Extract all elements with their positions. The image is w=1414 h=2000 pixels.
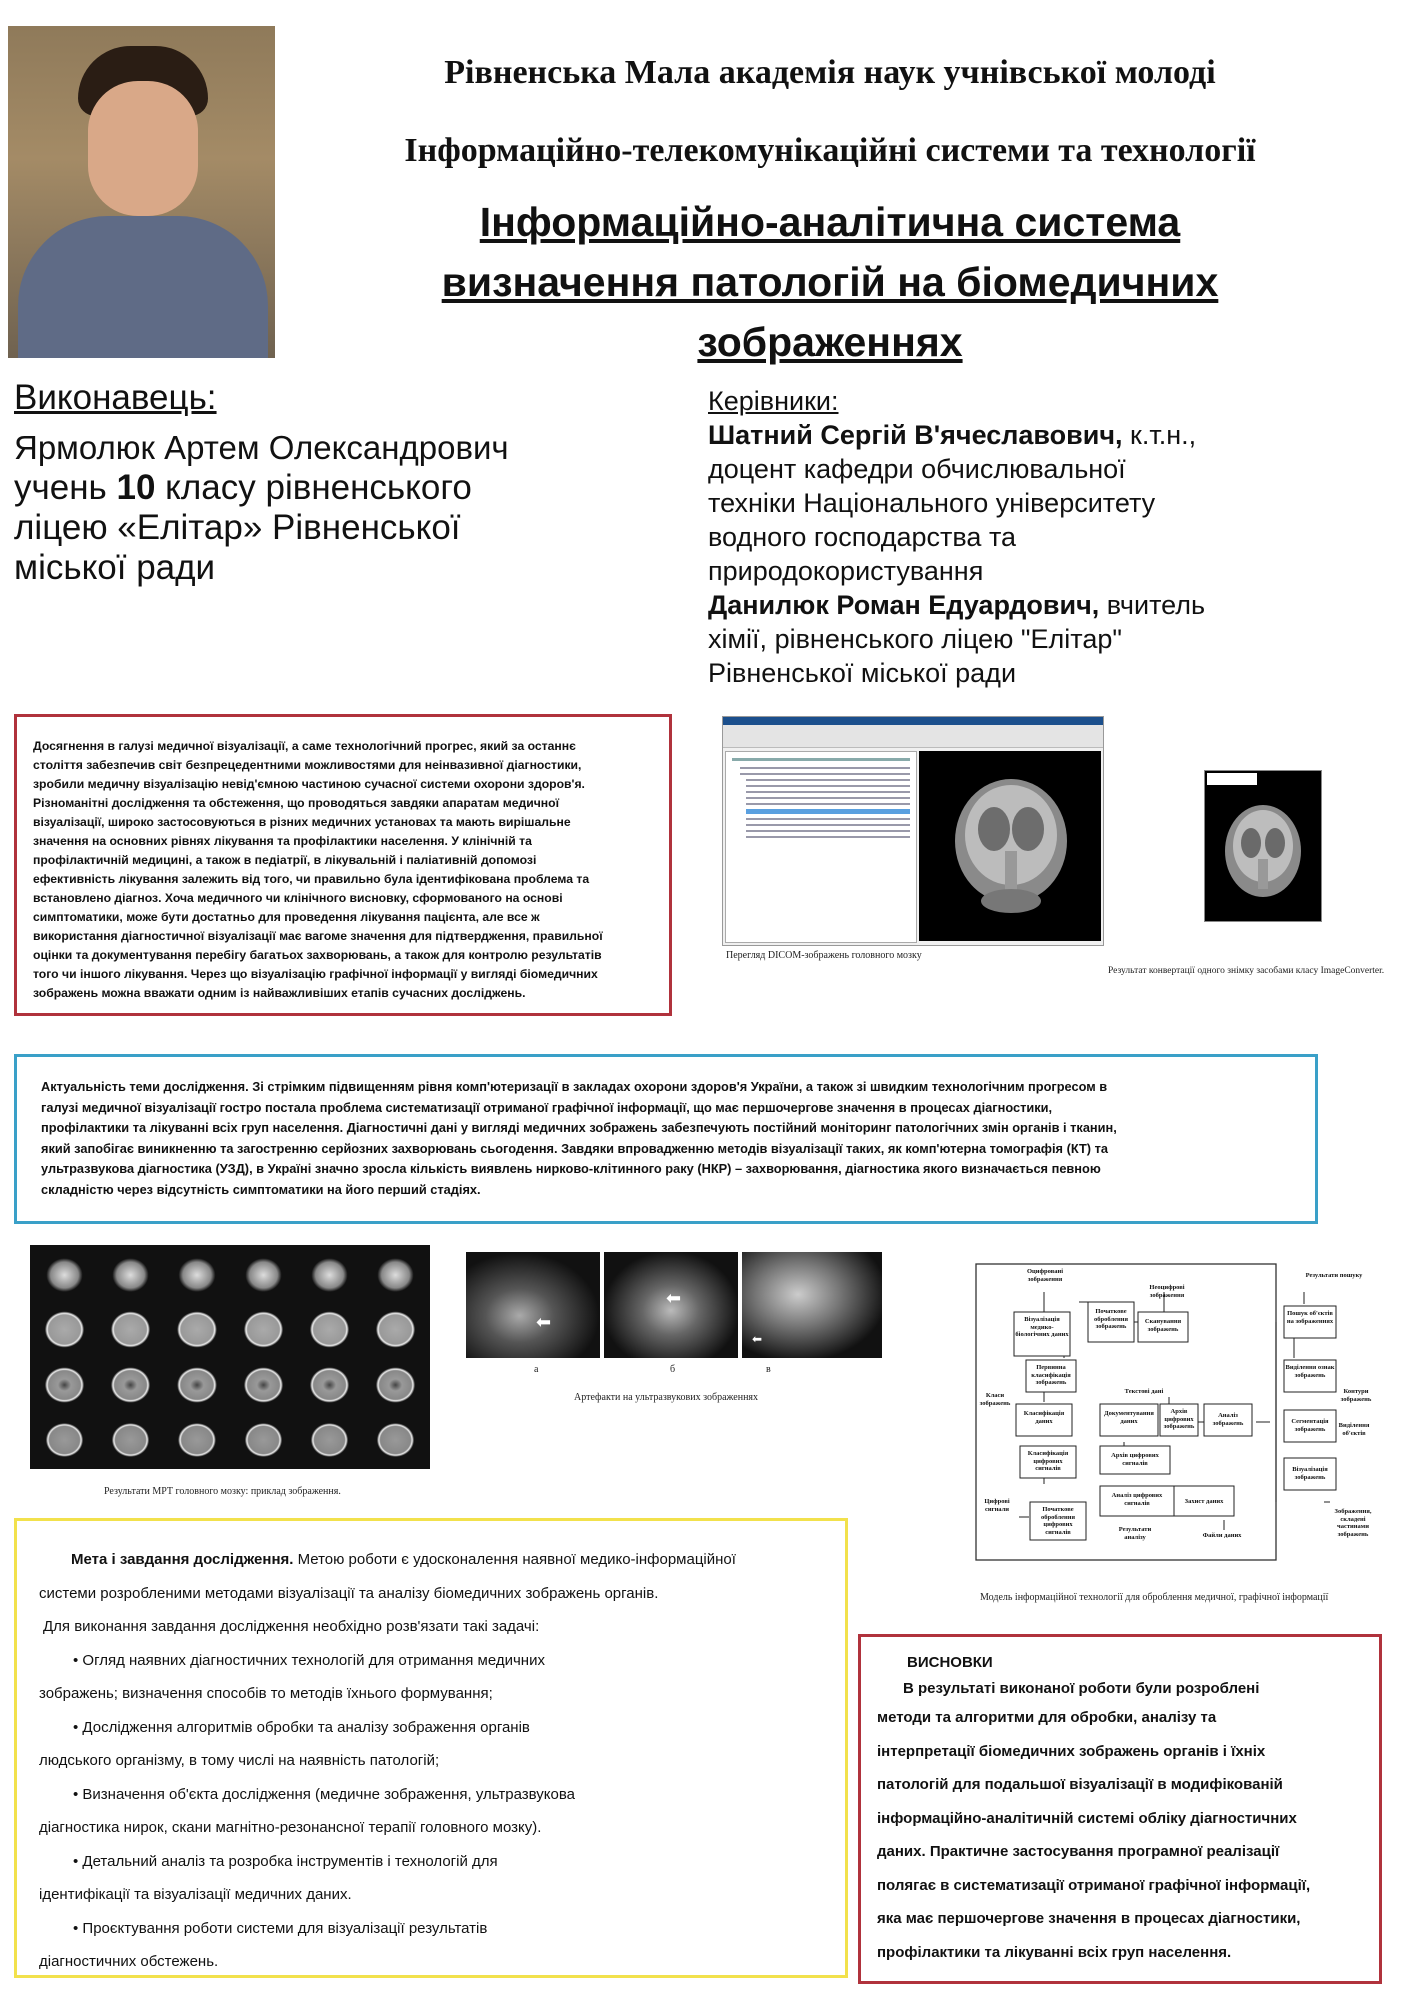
author-name: Ярмолюк Артем Олександрович: [14, 429, 509, 466]
diagram-node: Сегментація зображень: [1291, 1418, 1329, 1433]
conclusions-line: яка має першочергове значення в процесах діагностики,: [877, 1910, 1301, 1927]
supervisor-1-line2: доцент кафедри обчислювальної: [708, 454, 1126, 484]
diagram-node: Сканування зображень: [1144, 1318, 1182, 1333]
mri-slice: [165, 1414, 228, 1466]
diagram-node: Захист даних: [1184, 1498, 1224, 1505]
diagram-node: Архів цифрових зображень: [1163, 1408, 1195, 1430]
diagram-node: Класифікація даних: [1023, 1410, 1065, 1425]
goals-lead: Мета і завдання дослідження. Метою роботи є удосконалення наявної медико-інформаційної: [71, 1551, 736, 1568]
actuality-line: Актуальність теми дослідження. Зі стрімким підвищенням рівня комп'ютеризації в закладах охорони здоров'я України, а також зі швидким технологічним прогресом в: [41, 1079, 1108, 1094]
intro-line: століття забезпечив світ безпрецедентними можливостями для неінвазивної діагностики,: [33, 758, 582, 772]
supervisor-2-line2: хімії, рівненського ліцею "Елітар": [708, 624, 1122, 654]
intro-line: використання діагностичної візуалізації має вагоме значення для підтвердження, правильної: [33, 929, 603, 943]
goals-lead-2: системи розробленими методами візуалізації та аналізу біомедичних зображень органів.: [39, 1584, 659, 1602]
conclusions-line: профілактики та лікуванні всіх груп населення.: [877, 1943, 1232, 1961]
diagram-node: Візуалізація зображень: [1292, 1466, 1328, 1481]
goals-box: [14, 1518, 848, 1978]
diagram-node: Класифікація цифрових сигналів: [1027, 1450, 1069, 1472]
academy-title: Рівненська Мала академія наук учнівської молоді: [444, 54, 1216, 91]
conclusions-box: [858, 1634, 1382, 1984]
mri-slice: [232, 1359, 295, 1411]
intro-box: [14, 714, 672, 1016]
page-title-line1: Інформаційно-аналітична система: [479, 199, 1181, 245]
diagram-node: Виділення об'єктів: [1338, 1422, 1370, 1437]
conclusions-text: [877, 1677, 1379, 1969]
mri-slice: [99, 1414, 162, 1466]
intro-line: симптоматики, може бути достатньо для проведення лікування пацієнта, але все ж: [33, 910, 540, 924]
mri-slice: [298, 1303, 361, 1355]
mri-slice: [232, 1303, 295, 1355]
actuality-line: складністю через відсутність симптоматики на його перший стадіях.: [41, 1181, 481, 1197]
arrow-icon: ⬅: [752, 1332, 763, 1346]
supervisors-heading: Керівники:: [708, 386, 839, 416]
mri-slice: [33, 1359, 96, 1411]
viewer-image-pane: [919, 751, 1101, 941]
convert-caption: Результат конвертації одного знімку засобами класу ImageConverter.: [1108, 966, 1385, 976]
mri-slice: [298, 1359, 361, 1411]
diagram-node: Візуалізація медико-біологічних даних: [1015, 1316, 1069, 1338]
mri-slice: [33, 1303, 96, 1355]
conclusions-line: інтерпретації біомедичних зображень органів і їхніх: [877, 1742, 1266, 1760]
page-title: [380, 192, 1280, 372]
conclusions-line: інформаційно-аналітичній системі обліку діагностичних: [877, 1809, 1297, 1827]
diagram-node: Контури зображень: [1340, 1388, 1372, 1403]
page-title-line3: зображеннях: [697, 319, 963, 365]
supervisor-1: Шатний Сергій В'ячеславович, к.т.н.,: [708, 420, 1197, 450]
intro-text: [33, 737, 669, 1003]
intro-line: того чи іншого лікування. Через що візуалізацію графічної інформації у вигляді біомедичних: [33, 967, 598, 981]
mri-slice: [364, 1359, 427, 1411]
author-photo: [8, 26, 275, 358]
intro-line: зображень можна вважати одним із найважливіших етапів сучасних досліджень.: [33, 986, 526, 1000]
conclusions-line: В результаті виконаної роботи були розроблені: [903, 1680, 1260, 1697]
supervisor-1-line3: техніки Національного університету: [708, 488, 1156, 518]
intro-line: значення на основних рівнях лікування та профілактики населення. У клінічній та: [33, 834, 532, 848]
diagram-node: Початкове оброблення цифрових сигналів: [1041, 1506, 1075, 1536]
intro-line: візуалізації, широко застосовуються в різних медичних установах та мають вирішальне: [33, 815, 571, 829]
mri-grid: [30, 1245, 430, 1469]
supervisors-block: [708, 384, 1388, 690]
conclusions-title: ВИСНОВКИ: [907, 1654, 993, 1671]
conclusions-line: патологій для подальшої візуалізації в модифікованій: [877, 1776, 1283, 1793]
intro-line: ефективність лікування залежить від того, чи правильно була ідентифікована проблема та: [33, 872, 590, 886]
viewer-toolbar: [723, 725, 1103, 748]
supervisor-2: Данилюк Роман Едуардович, вчитель: [708, 590, 1206, 620]
brain-mri-image: [919, 751, 1101, 941]
mri-slice: [364, 1303, 427, 1355]
section-title: Інформаційно-телекомунікаційні системи та технології: [404, 132, 1256, 169]
mri-slice: [232, 1248, 295, 1300]
author-heading: Виконавець:: [14, 378, 217, 417]
mri-slice: [298, 1414, 361, 1466]
converted-image: [1204, 770, 1322, 922]
goals-tasks-intro: Для виконання завдання дослідження необхідно розв'язати такі задачі:: [43, 1618, 540, 1635]
diagram-node: Текстові дані: [1124, 1388, 1164, 1395]
diagram-node: Файли даних: [1202, 1532, 1242, 1539]
author-line3: міської ради: [14, 548, 216, 587]
us-label-v: в: [766, 1364, 771, 1375]
diagram-node: Документування даних: [1104, 1410, 1154, 1425]
goal-task-item: • Огляд наявних діагностичних технологій для отримання медичних зображень; визначення способів то методів їхнього формування;: [39, 1651, 545, 1702]
viewer-titlebar: [723, 717, 1103, 725]
it-model-diagram: [974, 1262, 1380, 1564]
actuality-box: [14, 1054, 1318, 1224]
page-title-line2: визначення патологій на біомедичних: [441, 259, 1219, 305]
supervisor-1-line4: водного господарства та: [708, 522, 1017, 552]
actuality-text: [41, 1077, 1315, 1200]
intro-line: Різноманітні дослідження та обстеження, що проводяться завдяки апаратам медичної: [33, 796, 560, 810]
diagram-node: Неоцифрові зображення: [1149, 1284, 1185, 1299]
mri-slice: [99, 1303, 162, 1355]
goal-task-item: • Визначення об'єкта дослідження (медичне зображення, ультразвукова діагностика нирок, скани магнітно-резонансної терапії головного мозку).: [39, 1785, 576, 1836]
intro-line: встановлено діагноз. Хоча медичного чи клінічного висновку, сформованого на основі: [33, 891, 563, 905]
mri-caption: Результати МРТ головного мозку: приклад зображення.: [104, 1486, 341, 1497]
actuality-line: ультразвукова діагностика (УЗД), в Україні значно зросла кількість виявлень нирково-клітинного раку (НКР) – захворювання, діагностика якого визначається певною: [41, 1161, 1101, 1176]
mri-slice: [99, 1359, 162, 1411]
mri-slice: [165, 1248, 228, 1300]
goal-task-item: • Дослідження алгоритмів обробки та аналізу зображення органів людського організму, в тому числі на наявність патологій;: [39, 1718, 530, 1769]
diagram-node: Початкове оброблення зображень: [1094, 1308, 1128, 1330]
converted-brain-image: [1205, 771, 1321, 921]
mri-slice: [33, 1248, 96, 1300]
diagram-node: Архів цифрових сигналів: [1111, 1452, 1159, 1467]
mri-slice: [364, 1248, 427, 1300]
diagram-caption: Модель інформаційної технології для оброблення медичної, графічної інформації: [980, 1592, 1329, 1603]
diagram-node: Зображення, складені частинами зображень: [1334, 1508, 1372, 1538]
actuality-line: який запобігає виникненню та загостренню серйозних захворювань сьогодення. Завдяки впровадженню методів візуалізації таких, як комп'ютерна томографія (КТ) та: [41, 1140, 1108, 1156]
arrow-icon: ⬅: [666, 1288, 682, 1308]
diagram-node: Оцифровані зображення: [1026, 1268, 1064, 1283]
us-label-a: а: [534, 1364, 539, 1375]
us-label-b: б: [670, 1364, 676, 1375]
supervisor-1-line5: природокористування: [708, 556, 984, 586]
mri-slice: [298, 1248, 361, 1300]
photo-hoodie: [18, 216, 268, 358]
photo-face: [88, 81, 198, 216]
goal-task-item: • Детальний аналіз та розробка інструментів і технологій для ідентифікації та візуалізації медичних даних.: [39, 1852, 498, 1903]
conclusions-line: методи та алгоритми для обробки, аналізу та: [877, 1709, 1217, 1726]
goals-task-list: [39, 1644, 845, 1979]
diagram-node: Результати аналізу: [1118, 1526, 1152, 1541]
mri-slice: [232, 1414, 295, 1466]
ultrasound-images: [466, 1252, 882, 1358]
author-block: [14, 378, 654, 588]
dicom-caption: Перегляд DICOM-зображень головного мозку: [726, 950, 922, 961]
ultrasound-image-a: [466, 1252, 600, 1358]
mri-slice: [165, 1303, 228, 1355]
diagram-node: Виділення ознак зображень: [1285, 1364, 1335, 1379]
diagram-node: Аналіз зображень: [1212, 1412, 1244, 1427]
conclusions-line: даних. Практичне застосування програмної реалізації: [877, 1843, 1280, 1860]
actuality-line: галузі медичної візуалізації гостро постала проблема систематизації отриманої графічної інформації, що має першочергове значення в процесах діагностики,: [41, 1099, 1053, 1115]
goal-task-item: • Проєктування роботи системи для візуалізації результатів діагностичних обстежень.: [39, 1919, 488, 1970]
intro-line: зробили медичну візуалізацію невід'ємною частиною сучасної системи охорони здоров'я.: [33, 777, 585, 791]
intro-line: профілактичній медицині, а також в педіатрії, в лікувальній і паліативній допомозі: [33, 853, 537, 867]
viewer-file-tree: [725, 751, 917, 943]
supervisor-2-line3: Рівненської міської ради: [708, 658, 1017, 688]
diagram-node: Первинна класифікація зображень: [1031, 1364, 1071, 1386]
arrow-icon: ⬅: [536, 1312, 552, 1332]
author-line1: учень 10 класу рівненського: [14, 468, 472, 507]
diagram-node: Пошук об'єктів на зображеннях: [1286, 1310, 1334, 1325]
intro-line: Досягнення в галузі медичної візуалізації, а саме технологічний прогрес, який за останнє: [33, 739, 576, 753]
us-caption: Артефакти на ультразвукових зображеннях: [574, 1392, 759, 1403]
mri-slice: [33, 1414, 96, 1466]
diagram-node: Результати пошуку: [1305, 1272, 1363, 1279]
diagram-node: Класи зображень: [979, 1392, 1011, 1407]
diagram-node: Цифрові сигнали: [984, 1498, 1010, 1513]
actuality-line: профілактики та лікуванні всіх груп населення. Діагностичні дані у вигляді медичних зображень забезпечують постійний моніторинг патологічних змін органів і тканин,: [41, 1120, 1117, 1135]
diagram-node: Аналіз цифрових сигналів: [1111, 1492, 1163, 1507]
intro-line: оцінки та документування перебігу багатьох захворювань, а також для контролю результатів: [33, 948, 602, 962]
conclusions-line: полягає в систематизації отриманої графічної інформації,: [877, 1876, 1311, 1894]
ultrasound-image-v: [742, 1252, 882, 1358]
author-line2: ліцею «Елітар» Рівненської: [14, 508, 461, 547]
mri-slice: [165, 1359, 228, 1411]
mri-slice: [99, 1248, 162, 1300]
mri-slice: [364, 1414, 427, 1466]
dicom-viewer-screenshot: [722, 716, 1104, 946]
